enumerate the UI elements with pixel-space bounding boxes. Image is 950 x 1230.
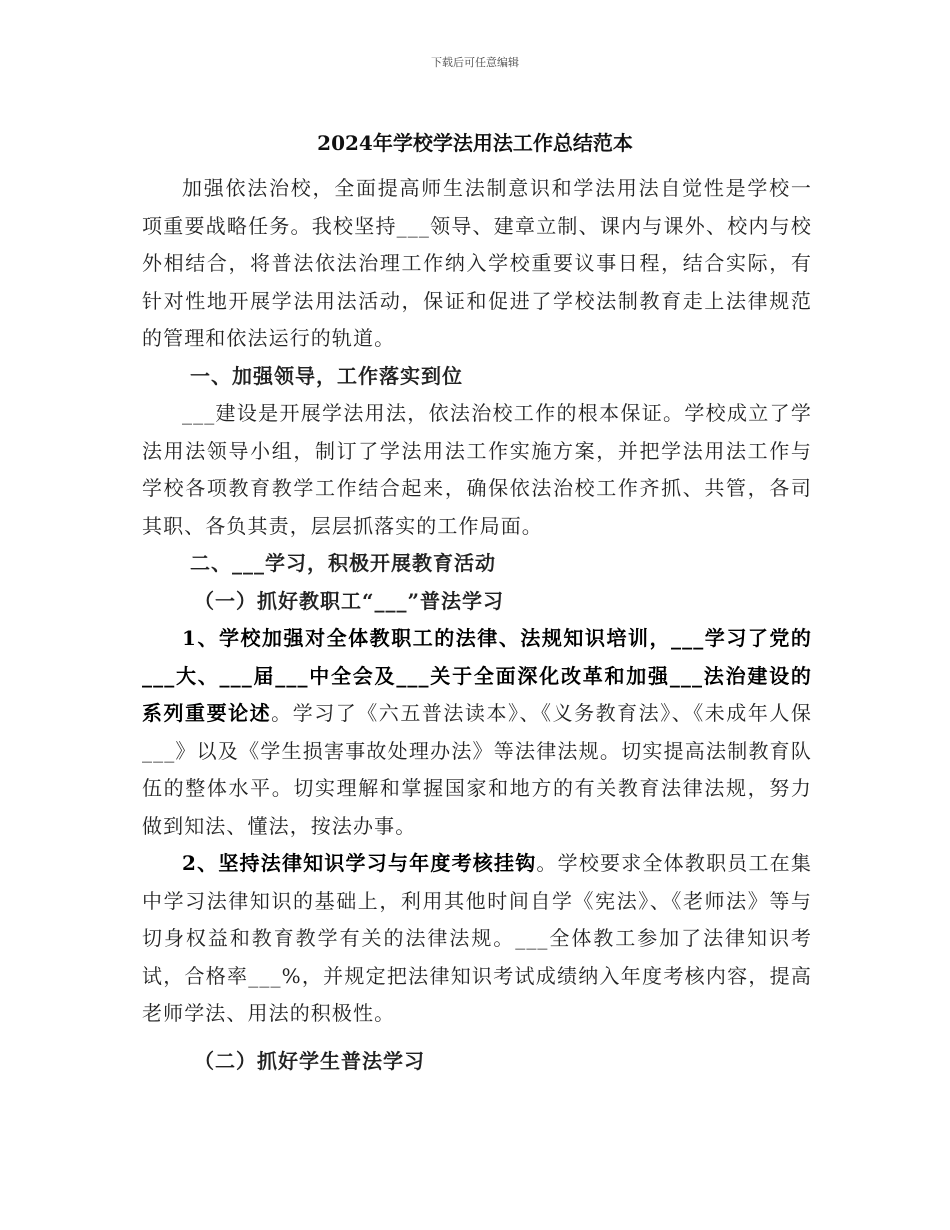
item1-paragraph — [142, 620, 812, 845]
page-header: 下载后可任意编辑 — [431, 56, 519, 69]
intro-paragraph: 加强依法治校，全面提高师生法制意识和学法用法自觉性是学校一项重要战略任务。我校坚持___领导、建章立制、课内与课外、校内与校外相结合，将普法依法治理工作纳入学校重要议事日程，结合实际，有针对性地开展学法用法活动，保证和促进了学校法制教育走上法律规范的管理和依法运行的轨道。 — [142, 176, 812, 350]
spacer — [142, 1033, 812, 1043]
document-title: 2024年学校学法用法工作总结范本 — [317, 131, 633, 155]
section1-heading: 一、加强领导，工作落实到位 — [190, 363, 463, 388]
subsection2-heading: （二）抓好学生普法学习 — [194, 1048, 425, 1073]
section1-paragraph: ___建设是开展学法用法，依法治校工作的根本保证。学校成立了学法用法领导小组，制订了学法用法工作实施方案，并把学法用法工作与学校各项教育教学工作结合起来，确保依法治校工作齐抓、共管，各司其职、各负其责，层层抓落实的工作局面。 — [142, 401, 812, 538]
document-body — [142, 170, 812, 1080]
section2-heading: 二、___学习，积极开展教育活动 — [190, 551, 496, 575]
item1-lead: 1、学校加强对全体教职工的法律、法规知识培训，___学习了党的___大、___届___中全会及___关于全面深化改革和加强___法治建设的系列重要论述 — [142, 626, 812, 725]
item2-paragraph — [142, 845, 812, 1033]
item2-text: 。学校要求全体教职员工在集中学习法律知识的基础上，利用其他时间自学《宪法》、《老师法》等与切身权益和教育教学有关的法律法规。___全体教工参加了法律知识考试，合格率___%，并规定把法律知识考试成绩纳入年度考核内容，提高老师学法、用法的积极性。 — [142, 851, 812, 1025]
item1-text: 。学习了《六五普法读本》、《义务教育法》、《未成年人保___》以及《学生损害事故处理办法》等法律法规。切实提高法制教育队伍的整体水平。切实理解和掌握国家和地方的有关教育法律法规，努力做到知法、懂法，按法办事。 — [142, 701, 812, 838]
item2-lead: 2、坚持法律知识学习与年度考核挂钩 — [182, 851, 537, 875]
subsection1-heading: （一）抓好教职工“___”普法学习 — [194, 588, 505, 613]
